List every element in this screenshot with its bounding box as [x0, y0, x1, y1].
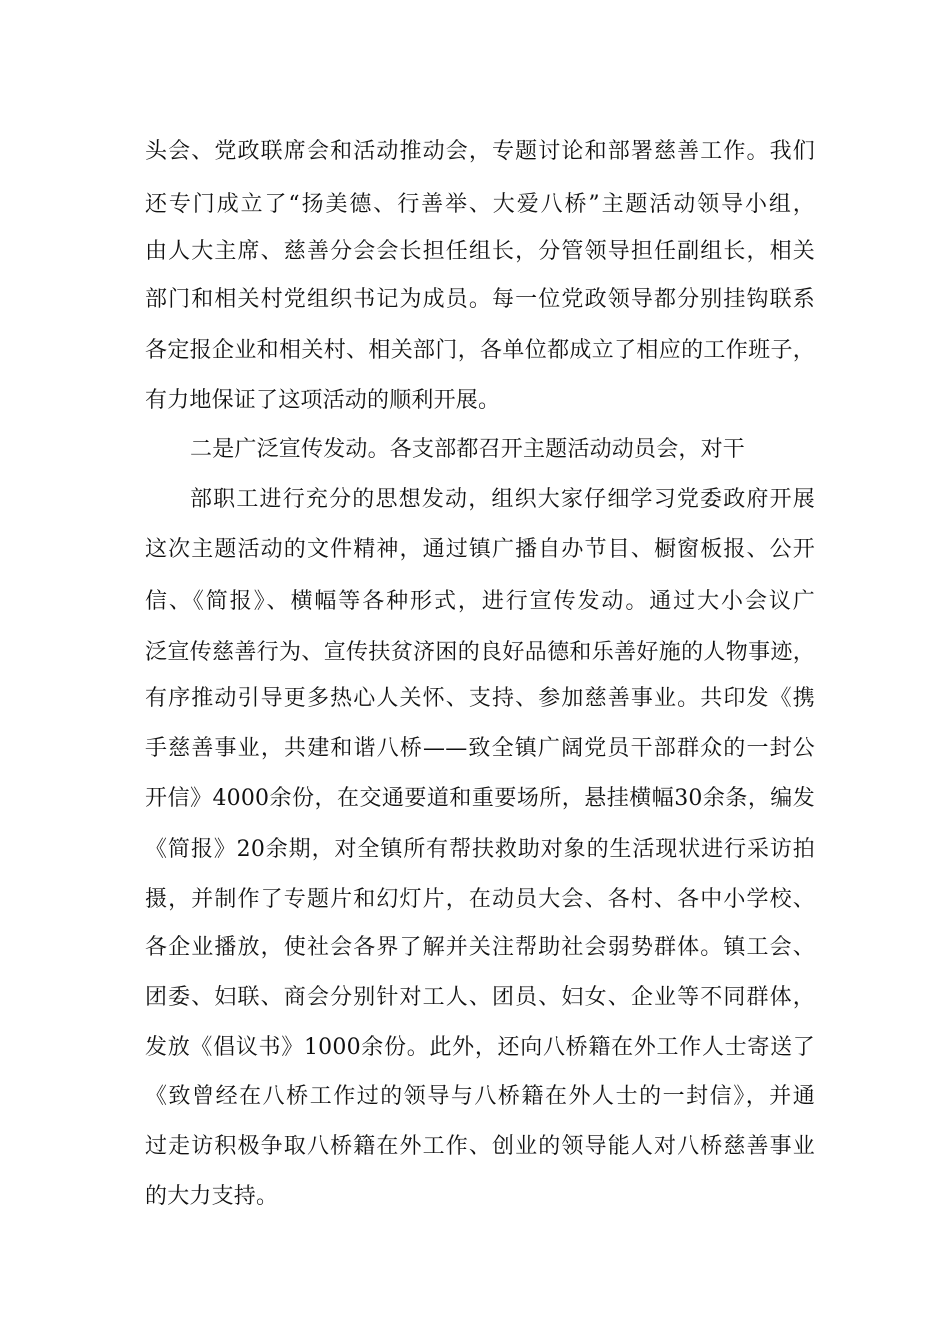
text-line: 《简报》20余期，对全镇所有帮扶救助对象的生活现状进行采访拍: [145, 837, 815, 862]
text-line: 过走访积极争取八桥籍在外工作、创业的领导能人对八桥慈善事业: [145, 1134, 815, 1159]
text-line: 有力地保证了这项活动的顺利开展。: [145, 388, 501, 413]
text-line: 信、《简报》、横幅等各种形式，进行宣传发动。通过大小会议广: [145, 589, 815, 614]
text-line: 部门和相关村党组织书记为成员。每一位党政领导都分别挂钩联系: [145, 287, 815, 312]
text-line: 手慈善事业，共建和谐八桥——致全镇广阔党员干部群众的一封公: [145, 736, 815, 761]
text-line: 这次主题活动的文件精神，通过镇广播自办节目、橱窗板报、公开: [145, 537, 815, 562]
text-line: 部职工进行充分的思想发动，组织大家仔细学习党委政府开展: [190, 487, 815, 512]
text-line: 的大力支持。: [145, 1184, 279, 1209]
text-line: 开信》4000余份，在交通要道和重要场所，悬挂横幅30余条，编发: [145, 786, 815, 811]
text-line: 头会、党政联席会和活动推动会，专题讨论和部署慈善工作。我们: [145, 139, 815, 164]
text-line: 有序推动引导更多热心人关怀、支持、参加慈善事业。共印发《携: [145, 686, 815, 711]
text-line: 还专门成立了“扬美德、行善举、大爱八桥”主题活动领导小组，: [145, 192, 815, 217]
text-line: 各定报企业和相关村、相关部门，各单位都成立了相应的工作班子，: [145, 338, 815, 363]
text-line: 由人大主席、慈善分会会长担任组长，分管领导担任副组长，相关: [145, 239, 815, 264]
text-line: 发放《倡议书》1000余份。此外，还向八桥籍在外工作人士寄送了: [145, 1035, 815, 1060]
text-line: 泛宣传慈善行为、宣传扶贫济困的良好品德和乐善好施的人物事迹，: [145, 640, 815, 665]
text-line: 二是广泛宣传发动。各支部都召开主题活动动员会，对干: [190, 437, 746, 462]
text-line: 摄，并制作了专题片和幻灯片，在动员大会、各村、各中小学校、: [145, 887, 815, 912]
text-line: 《致曾经在八桥工作过的领导与八桥籍在外人士的一封信》，并通: [145, 1084, 815, 1109]
text-line: 团委、妇联、商会分别针对工人、团员、妇女、企业等不同群体，: [145, 985, 815, 1010]
text-line: 各企业播放，使社会各界了解并关注帮助社会弱势群体。镇工会、: [145, 935, 815, 960]
